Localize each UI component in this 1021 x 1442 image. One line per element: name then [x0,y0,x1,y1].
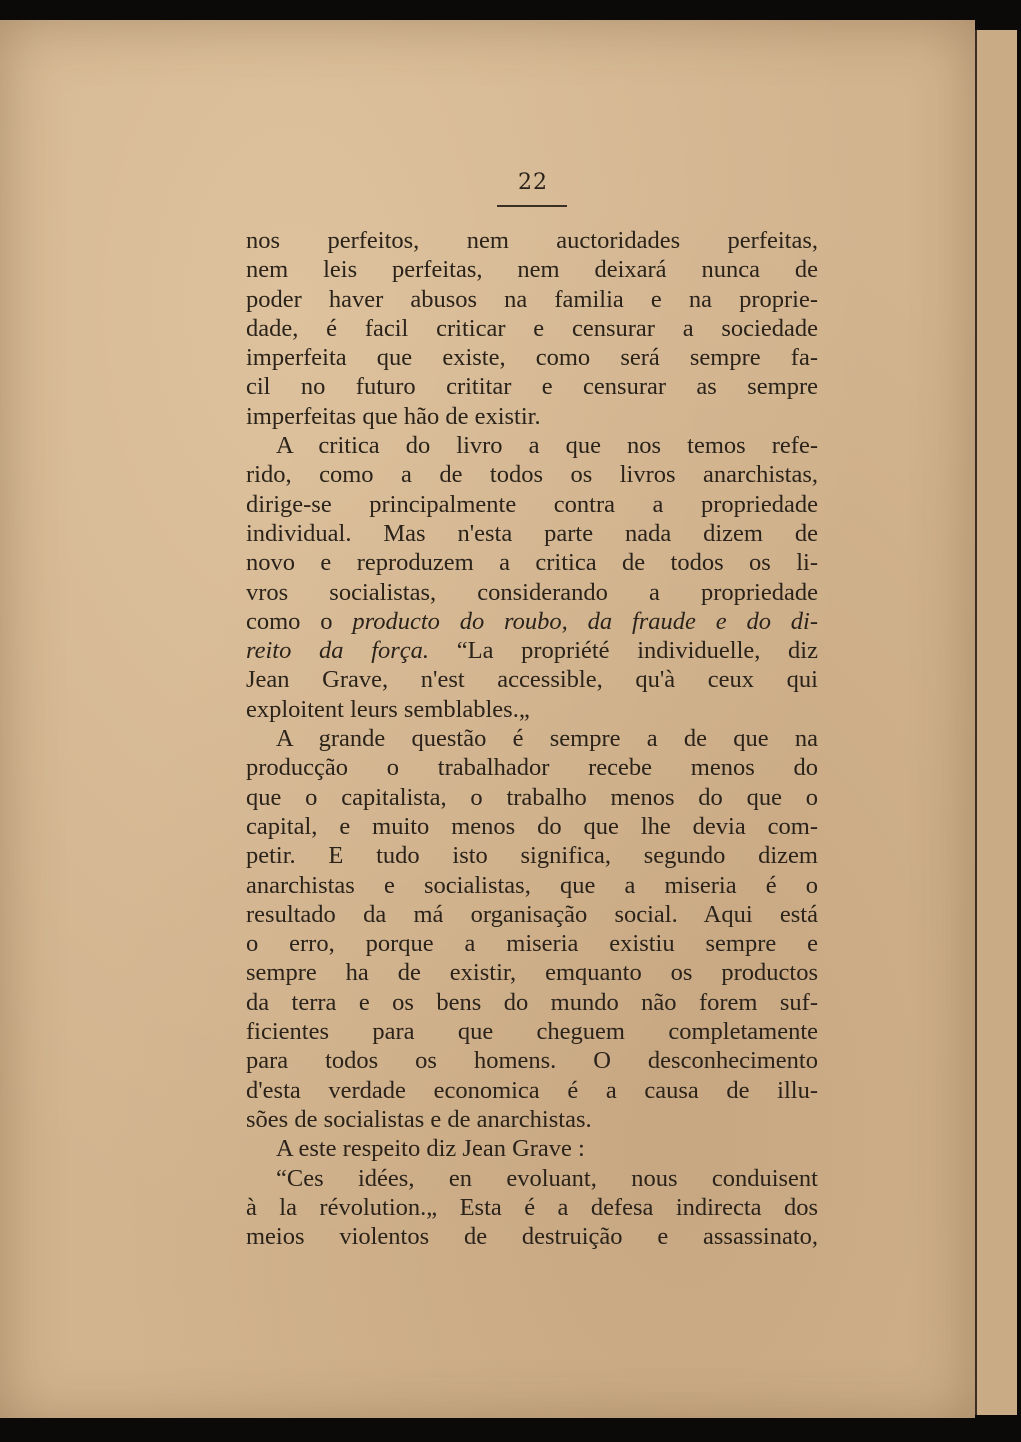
text-line: o erro, porque a miseria existiu sempre e [246,930,818,958]
text-line: anarchistas e socialistas, que a miseria é o [246,871,818,899]
text-line [246,607,818,636]
text-segment: como o [246,607,353,635]
text-line: resultado da má organisação social. Aqui está [246,900,818,928]
page-number-rule [497,205,567,207]
text-line: meios violentos de destruição e assassinato, [246,1223,818,1251]
text-line: capital, e muito menos do que lhe devia com- [246,812,818,840]
text-line [246,636,818,665]
text-line: vros socialistas, considerando a propriedade [246,578,818,606]
text-line: novo e reproduzem a critica de todos os li- [246,549,818,577]
text-line: ficientes para que cheguem completamente [246,1018,818,1046]
page-number: 22 [518,170,548,195]
text-line: A grande questão é sempre a de que na [276,725,818,753]
text-segment: “La propriété individuelle, diz [429,637,818,665]
text-line: dade, é facil criticar e censurar a sociedade [246,314,818,342]
text-line: sempre ha de existir, emquanto os productos [246,959,818,987]
text-line: individual. Mas n'esta parte nada dizem de [246,519,818,547]
text-line: d'esta verdade economica é a causa de illu- [246,1076,818,1104]
body-text [246,226,818,1251]
text-line: producção o trabalhador recebe menos do [246,754,818,782]
text-line: rido, como a de todos os livros anarchistas, [246,461,818,489]
text-line: da terra e os bens do mundo não forem suf- [246,988,818,1016]
text-line: exploitent leurs semblables.„ [246,695,530,723]
text-line: Jean Grave, n'est accessible, qu'à ceux qui [246,666,818,694]
text-line: dirige-se principalmente contra a propriedade [246,490,818,518]
text-line: A critica do livro a que nos temos refe- [276,432,818,460]
adjacent-page-edge [975,30,1017,1415]
text-line: à la révolution.„ Esta é a defesa indirecta dos [246,1193,818,1221]
text-line: nos perfeitos, nem auctoridades perfeitas, [246,227,818,254]
italic-phrase: reito da força. [246,637,430,665]
text-line: nem leis perfeitas, nem deixará nunca de [246,256,818,284]
text-line: para todos os homens. O desconhecimento [246,1047,818,1075]
text-line: sões de socialistas e de anarchistas. [246,1105,592,1133]
text-line: cil no futuro crititar e censurar as sempre [246,373,818,401]
text-line: petir. E tudo isto significa, segundo dizem [246,842,818,870]
text-line: poder haver abusos na familia e na proprie- [246,285,818,313]
scan-border [0,1418,1021,1442]
text-line: que o capitalista, o trabalho menos do que o [246,783,818,811]
italic-phrase: producto do roubo, da fraude e do di- [352,607,818,635]
text-line: “Ces idées, en evoluant, nous conduisent [276,1164,818,1192]
text-line: imperfeitas que hão de existir. [246,402,541,430]
text-line: A este respeito diz Jean Grave : [276,1135,585,1163]
text-line: imperfeita que existe, como será sempre fa- [246,344,818,372]
